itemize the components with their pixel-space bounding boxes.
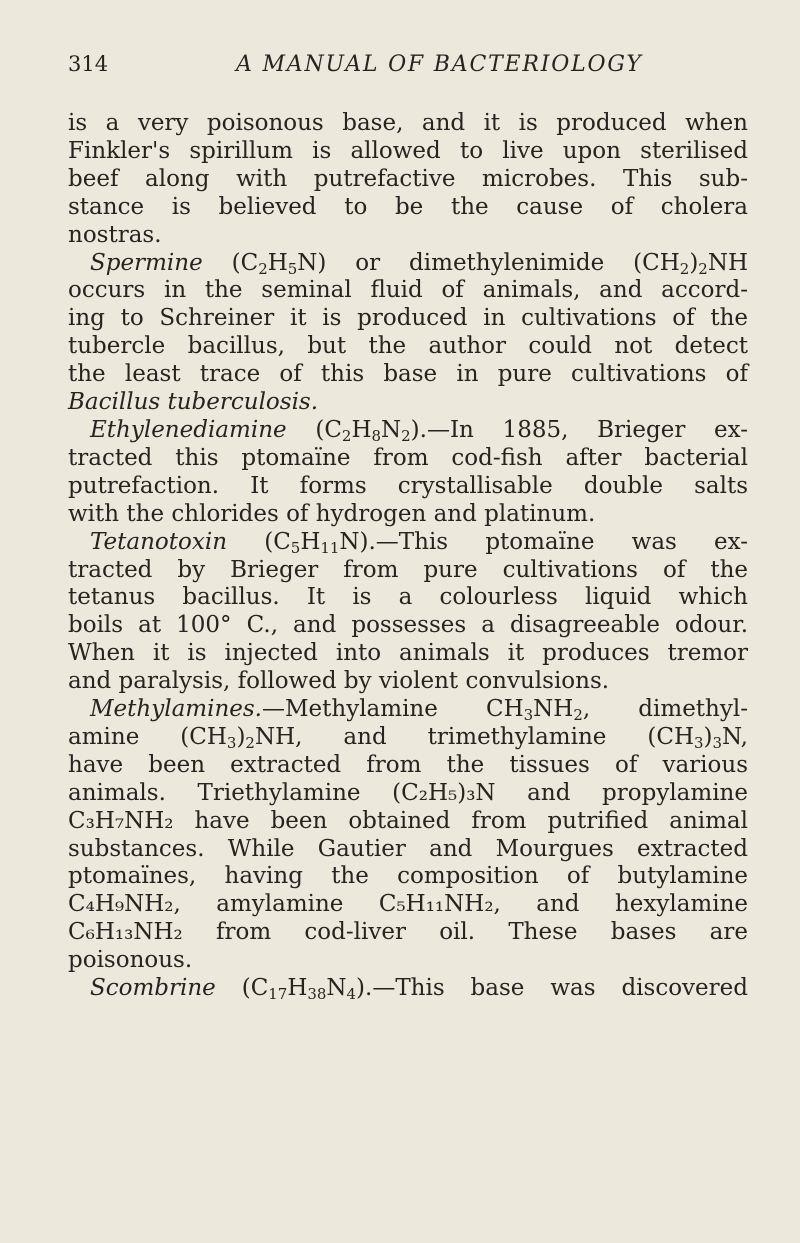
text-line: beef along with putrefactive microbes. This sub-: [68, 165, 748, 192]
text-line: ptomaïnes, having the composition of butylamine: [68, 863, 748, 890]
text-line: tracted this ptomaïne from cod-fish after bacterial: [68, 444, 748, 471]
term-tetanotoxin: Tetanotoxin: [90, 528, 228, 555]
text-line: poisonous.: [68, 947, 193, 974]
text-line: nostras.: [68, 221, 162, 248]
page-number: 314: [68, 52, 109, 76]
text-line: Tetanotoxin $(C_5H_{11}N).—This$ ptomaïne was ex-: [90, 528, 748, 557]
text-line: the least trace of this base in pure cultivations of: [68, 361, 748, 388]
text-line: and paralysis, followed by violent convulsions.: [68, 668, 610, 695]
text-line: C₃H₇NH₂ have been obtained from putrified animal: [68, 807, 748, 834]
text-line: Methylamines.—Methylamine $CH_3NH_2$, dimethyl-: [90, 696, 748, 725]
text-line: Spermine $(C_2H_5N)$ or dimethylenimide $(CH_2)_2NH$: [90, 249, 748, 278]
text-line: Ethylenediamine $(C_2H_8N_2).—In$ 1885, Brieger ex-: [90, 416, 748, 446]
paragraph: [68, 110, 748, 250]
text-line: Scombrine $(C_{17}H_{38}N_4).—This$ base was discovered: [90, 975, 748, 1004]
term-scombrine: Scombrine: [90, 975, 216, 1002]
text-line: stance is believed to be the cause of cholera: [68, 193, 748, 220]
text-line: amine $(CH_3)_2NH$, and trimethylamine $(CH_3)_3N$,: [68, 723, 748, 753]
text-line: substances. While Gautier and Mourgues extracted: [68, 835, 748, 862]
text-line: with the chlorides of hydrogen and platinum.: [68, 500, 596, 527]
text-line: C₄H₉NH₂, amylamine C₅H₁₁NH₂, and hexylamine: [68, 891, 748, 918]
text-line: is a very poisonous base, and it is produced when: [68, 110, 748, 136]
paragraph-spermine: [68, 250, 748, 417]
text-line: Finkler's spirillum is allowed to live upon sterilised: [68, 137, 748, 164]
term-spermine: Spermine: [90, 249, 203, 276]
term-ethylenediamine: Ethylenediamine: [90, 416, 287, 443]
paragraph-ethylenediamine: [68, 417, 748, 529]
text-line: C₆H₁₃NH₂ from cod-liver oil. These bases are: [68, 919, 748, 946]
text-line: boils at 100° C., and possesses a disagreeable odour.: [68, 612, 748, 639]
text-line: animals. Triethylamine (C₂H₅)₃N and propylamine: [68, 779, 748, 806]
text-line: tracted by Brieger from pure cultivations of the: [68, 556, 748, 583]
running-head: [0, 52, 800, 86]
text-line: tetanus bacillus. It is a colourless liquid which: [68, 584, 748, 611]
paragraph-tetanotoxin: [68, 529, 748, 696]
text-line: have been extracted from the tissues of various: [68, 751, 748, 778]
italic-species: Bacillus tuberculosis.: [68, 389, 319, 416]
text-line: [68, 389, 748, 417]
paragraph-methylamines: [68, 696, 748, 975]
term-methylamines: Methylamines.: [90, 696, 262, 723]
text-line: ing to Schreiner it is produced in cultivations of the: [68, 305, 748, 332]
text-line: tubercle bacillus, but the author could not detect: [68, 333, 748, 360]
text-line: When it is injected into animals it produces tremor: [68, 640, 748, 667]
running-title: A MANUAL OF BACTERIOLOGY: [236, 52, 643, 77]
paragraph-scombrine: [68, 975, 748, 1003]
text-line: putrefaction. It forms crystallisable double salts: [68, 472, 748, 499]
text-line: occurs in the seminal fluid of animals, and accord-: [68, 277, 748, 304]
body-text: [68, 110, 748, 1003]
